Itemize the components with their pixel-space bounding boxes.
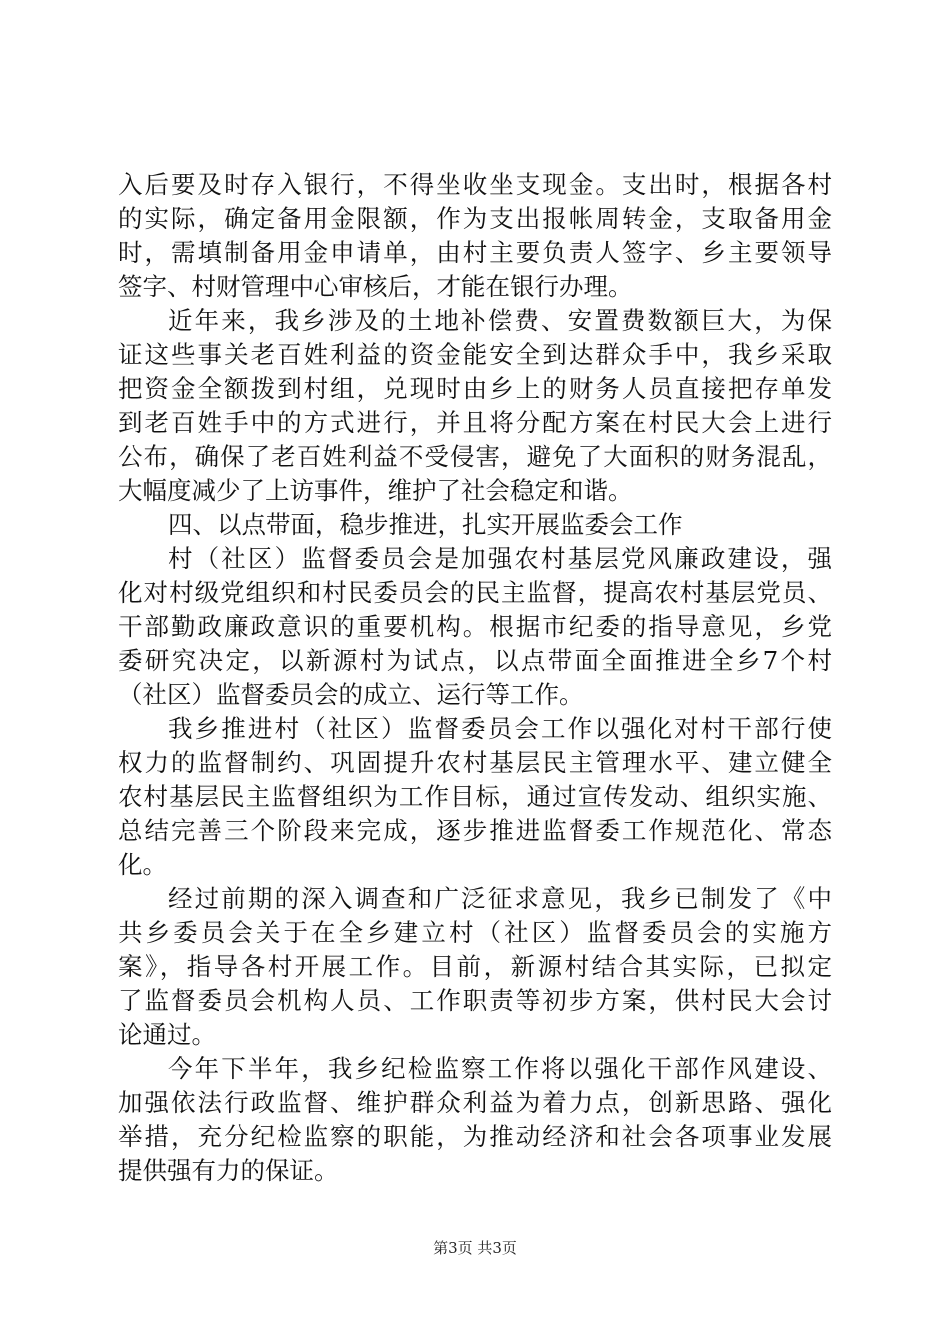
text-line: 近年来，我乡涉及的土地补偿费、安置费数额巨大，为保 <box>168 306 832 335</box>
text-line: 权力的监督制约、巩固提升农村基层民主管理水平、建立健全 <box>118 748 832 777</box>
text-line: 加强依法行政监督、维护群众利益为着力点，创新思路、强化 <box>118 1088 832 1117</box>
document-body <box>118 168 832 1188</box>
text-line: （社区）监督委员会的成立、运行等工作。 <box>118 680 584 709</box>
text-line: 到老百姓手中的方式进行，并且将分配方案在村民大会上进行 <box>118 408 832 437</box>
text-line: 案》，指导各村开展工作。目前，新源村结合其实际，已拟定 <box>118 952 832 981</box>
text-line: 公布，确保了老百姓利益不受侵害，避免了大面积的财务混乱， <box>118 442 832 471</box>
text-line: 入后要及时存入银行，不得坐收坐支现金。支出时，根据各村 <box>118 170 832 199</box>
text-line: 委研究决定，以新源村为试点，以点带面全面推进全乡7个村 <box>118 646 832 675</box>
text-line: 干部勤政廉政意识的重要机构。根据市纪委的指导意见，乡党 <box>118 612 832 641</box>
text-line: 时，需填制备用金申请单，由村主要负责人签字、乡主要领导 <box>118 238 832 267</box>
text-line: 今年下半年，我乡纪检监察工作将以强化干部作风建设、 <box>168 1054 832 1083</box>
text-line: 证这些事关老百姓利益的资金能安全到达群众手中，我乡采取 <box>118 340 832 369</box>
text-line: 农村基层民主监督组织为工作目标，通过宣传发动、组织实施、 <box>118 782 832 811</box>
text-line: 论通过。 <box>118 1020 216 1049</box>
text-line: 村（社区）监督委员会是加强农村基层党风廉政建设，强 <box>168 544 832 573</box>
text-line: 的实际，确定备用金限额，作为支出报帐周转金，支取备用金 <box>118 204 832 233</box>
text-line: 签字、村财管理中心审核后，才能在银行办理。 <box>118 272 633 301</box>
text-line: 提供强有力的保证。 <box>118 1156 339 1185</box>
text-line: 了监督委员会机构人员、工作职责等初步方案，供村民大会讨 <box>118 986 832 1015</box>
text-line: 经过前期的深入调查和广泛征求意见，我乡已制发了《中 <box>168 884 832 913</box>
section-heading: 四、以点带面，稳步推进，扎实开展监委会工作 <box>168 510 683 539</box>
text-line: 举措，充分纪检监察的职能，为推动经济和社会各项事业发展 <box>118 1122 832 1151</box>
text-line: 把资金全额拨到村组，兑现时由乡上的财务人员直接把存单发 <box>118 374 832 403</box>
text-line: 我乡推进村（社区）监督委员会工作以强化对村干部行使 <box>168 714 832 743</box>
text-line: 化对村级党组织和村民委员会的民主监督，提高农村基层党员、 <box>118 578 832 607</box>
page-number-footer: 第3页 共3页 <box>433 1239 517 1257</box>
text-line: 总结完善三个阶段来完成，逐步推进监督委工作规范化、常态 <box>118 816 832 845</box>
text-line: 大幅度减少了上访事件，维护了社会稳定和谐。 <box>118 476 633 505</box>
text-line: 共乡委员会关于在全乡建立村（社区）监督委员会的实施方 <box>118 918 832 947</box>
text-line: 化。 <box>118 850 167 879</box>
